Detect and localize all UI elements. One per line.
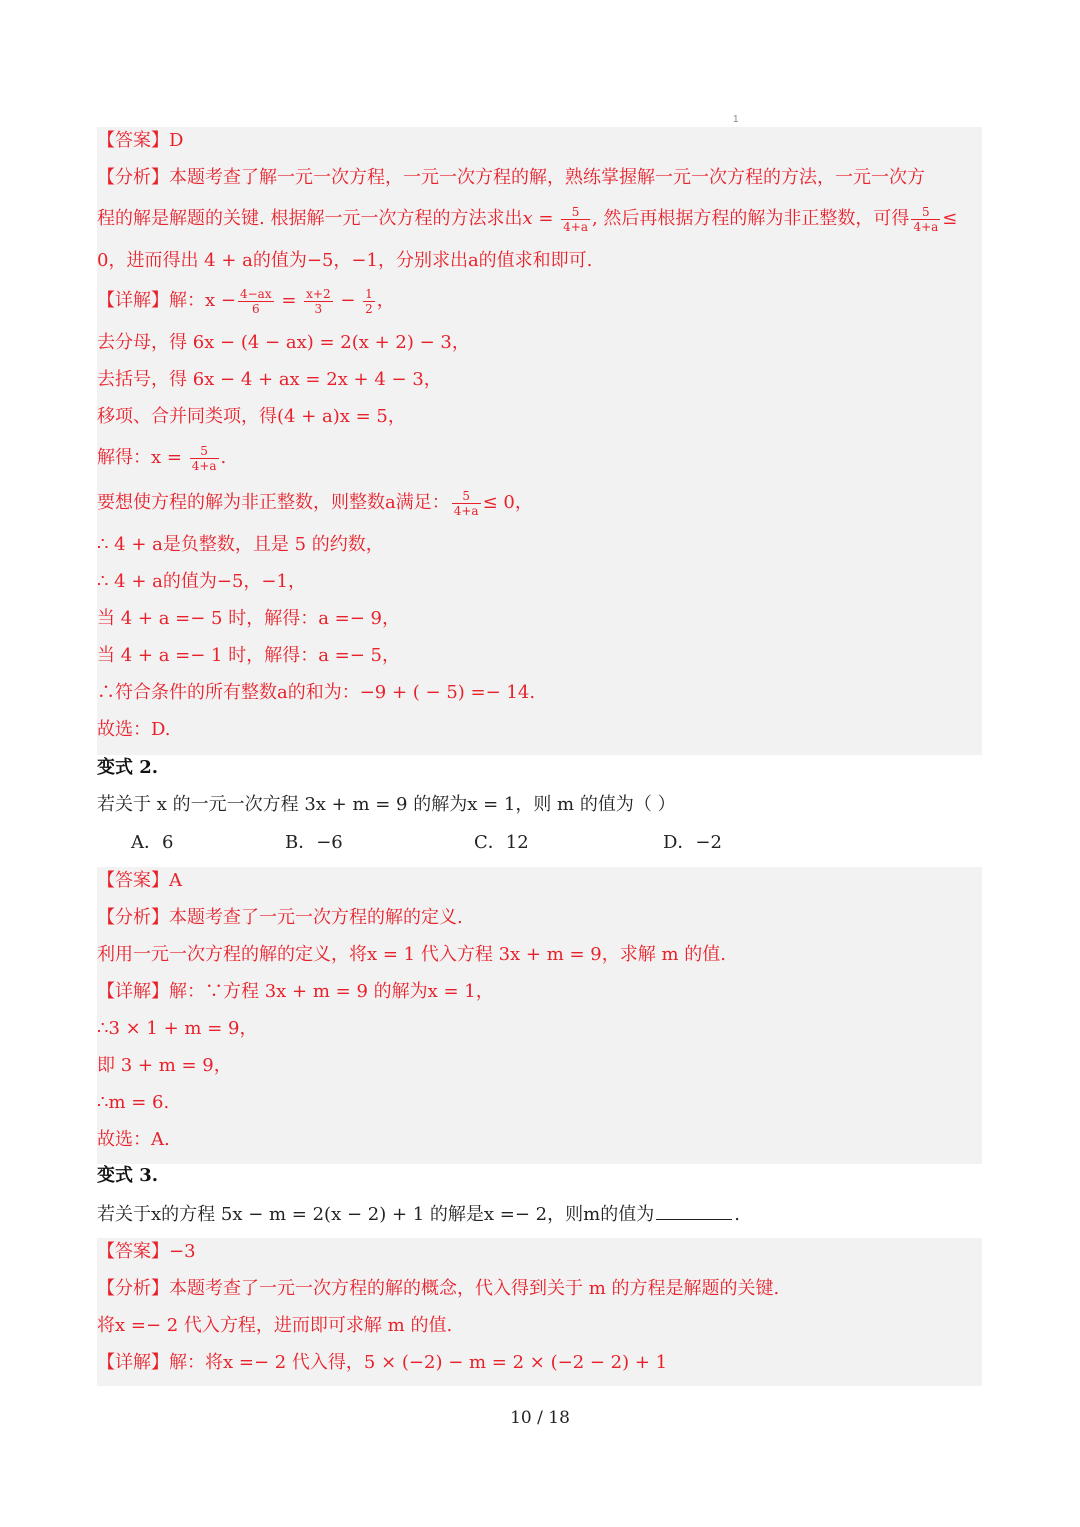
- frac-denominator: 6: [238, 301, 274, 316]
- answer-value: A: [169, 870, 182, 891]
- page-marker: 1: [733, 114, 739, 125]
- detail-tag: 【详解】: [97, 981, 169, 1002]
- analysis-tag: 【分析】: [97, 167, 169, 188]
- frac-denominator: 4+a: [453, 503, 479, 518]
- detail-text: 要想使方程的解为非正整数，则整数a满足：: [97, 492, 450, 513]
- analysis-line-1: [97, 900, 982, 936]
- analysis-text: , 然后再根据方程的解为非正整数，可得: [591, 208, 910, 229]
- detail-text: 解：将x =− 2 代入得，5 × (−2) − m = 2 × (−2 − 2) + 1: [169, 1352, 668, 1373]
- math-expr: ≤: [942, 208, 958, 229]
- solution-step: ∴m = 6.: [97, 1092, 170, 1113]
- analysis-line-1: [97, 1271, 982, 1307]
- fraction: [561, 205, 590, 234]
- fraction: [304, 287, 332, 316]
- answer-line: [97, 863, 982, 899]
- solution-step: 故选：A.: [97, 1129, 170, 1150]
- frac-numerator: 5: [922, 204, 930, 219]
- answer-tag: 【答案】: [97, 1241, 169, 1262]
- question-text: 若关于 x 的一元一次方程 3x + m = 9 的解为x = 1，则 m 的值为（ ）: [97, 794, 676, 815]
- solution-step: ∴3 × 1 + m = 9，: [97, 1018, 258, 1039]
- detail-text: 解：∵方程 3x + m = 9 的解为x = 1，: [169, 981, 494, 1002]
- analysis-tag: 【分析】: [97, 1278, 169, 1299]
- analysis-line-2: 利用一元一次方程的解的定义，将x = 1 代入方程 3x + m = 9，求解 m 的值.: [97, 944, 726, 965]
- answer-blank[interactable]: [656, 1195, 732, 1220]
- solution-step: 移项、合并同类项，得(4 + a)x = 5，: [97, 406, 406, 427]
- detail-tag: 【详解】: [97, 1352, 169, 1373]
- option-a[interactable]: A．6: [131, 832, 174, 853]
- solution-step: 当 4 + a =− 5 时，解得：a =− 9，: [97, 608, 401, 629]
- frac-numerator: 5: [200, 443, 208, 458]
- fraction: [363, 287, 375, 316]
- fraction: [452, 489, 481, 518]
- answer-value: D: [169, 130, 184, 151]
- analysis-line-2: 将x =− 2 代入方程，进而即可求解 m 的值.: [97, 1315, 453, 1336]
- answer-tag: 【答案】: [97, 870, 169, 891]
- frac-numerator: 4−ax: [239, 286, 272, 301]
- analysis-tag: 【分析】: [97, 907, 169, 928]
- detail-text: 解得：x =: [97, 447, 188, 468]
- answer-line: [97, 1234, 982, 1270]
- detail-line-1: [97, 283, 982, 319]
- solution-step: 去括号，得 6x − 4 + ax = 2x + 4 − 3，: [97, 369, 442, 390]
- analysis-text: 本题考查了一元一次方程的解的概念，代入得到关于 m 的方程是解题的关键.: [169, 1278, 780, 1299]
- detail-line-1: [97, 974, 982, 1010]
- analysis-text: 本题考查了一元一次方程的解的定义.: [169, 907, 463, 928]
- frac-numerator: 5: [462, 488, 470, 503]
- option-c[interactable]: C．12: [474, 832, 529, 853]
- fraction: [238, 287, 274, 316]
- solution-step: ∴符合条件的所有整数a的和为：−9 + ( − 5) =− 14.: [97, 682, 536, 703]
- solution-step: 即 3 + m = 9，: [97, 1055, 232, 1076]
- solution-step: 当 4 + a =− 1 时，解得：a =− 5，: [97, 645, 401, 666]
- detail-text: 解：x −: [169, 290, 236, 311]
- solution-step: ∴ 4 + a的值为−5，−1，: [97, 571, 306, 592]
- frac-numerator: x+2: [306, 286, 331, 301]
- question-text: [97, 1195, 982, 1231]
- question-body: 若关于x的方程 5x − m = 2(x − 2) + 1 的解是x =− 2，则m的值为: [97, 1204, 655, 1225]
- math-expr: x =: [522, 208, 560, 229]
- fraction: [190, 444, 219, 473]
- solution-block-3: [97, 1238, 982, 1386]
- option-d[interactable]: D．−2: [663, 832, 722, 853]
- frac-denominator: 4+a: [563, 219, 588, 234]
- question-end: .: [734, 1204, 740, 1225]
- variant-heading: 变式 2.: [97, 757, 159, 778]
- math-expr: −: [334, 290, 362, 311]
- detail-text: ，: [376, 290, 395, 311]
- answer-value: −3: [169, 1241, 196, 1262]
- analysis-text: 程的解是解题的关键. 根据解一元一次方程的方法求出: [97, 208, 523, 229]
- frac-denominator: 4+a: [191, 458, 217, 473]
- option-b[interactable]: B．−6: [285, 832, 343, 853]
- solution-step: ∴ 4 + a是负整数，且是 5 的约数，: [97, 534, 384, 555]
- analysis-line-1: [97, 160, 982, 196]
- frac-denominator: 2: [365, 301, 373, 316]
- answer-line: [97, 123, 982, 159]
- detail-line-1: [97, 1345, 982, 1381]
- solution-step: [97, 440, 982, 476]
- solution-step: 故选：D.: [97, 719, 171, 740]
- page-number: 10 / 18: [510, 1408, 570, 1428]
- variant-heading: 变式 3.: [97, 1165, 159, 1186]
- solution-step: 去分母，得 6x − (4 − ax) = 2(x + 2) − 3，: [97, 332, 470, 353]
- solution-block-1: [97, 127, 982, 755]
- frac-denominator: 4+a: [913, 219, 939, 234]
- analysis-line-3: 0，进而得出 4 + a的值为−5，−1，分别求出a的值求和即可.: [97, 250, 593, 271]
- math-expr: =: [275, 290, 303, 311]
- analysis-line-2: [97, 201, 982, 237]
- solution-block-2: [97, 867, 982, 1164]
- detail-tag: 【详解】: [97, 290, 169, 311]
- frac-numerator: 1: [365, 286, 373, 301]
- options-row: [97, 825, 982, 861]
- detail-text: .: [220, 447, 227, 468]
- frac-numerator: 5: [571, 204, 580, 219]
- solution-step: [97, 485, 982, 521]
- answer-tag: 【答案】: [97, 130, 169, 151]
- analysis-text: 本题考查了解一元一次方程，一元一次方程的解，熟练掌握解一元一次方程的方法，一元一次方: [169, 167, 925, 188]
- frac-denominator: 3: [304, 301, 332, 316]
- detail-text: ≤ 0，: [482, 492, 533, 513]
- fraction: [911, 205, 940, 234]
